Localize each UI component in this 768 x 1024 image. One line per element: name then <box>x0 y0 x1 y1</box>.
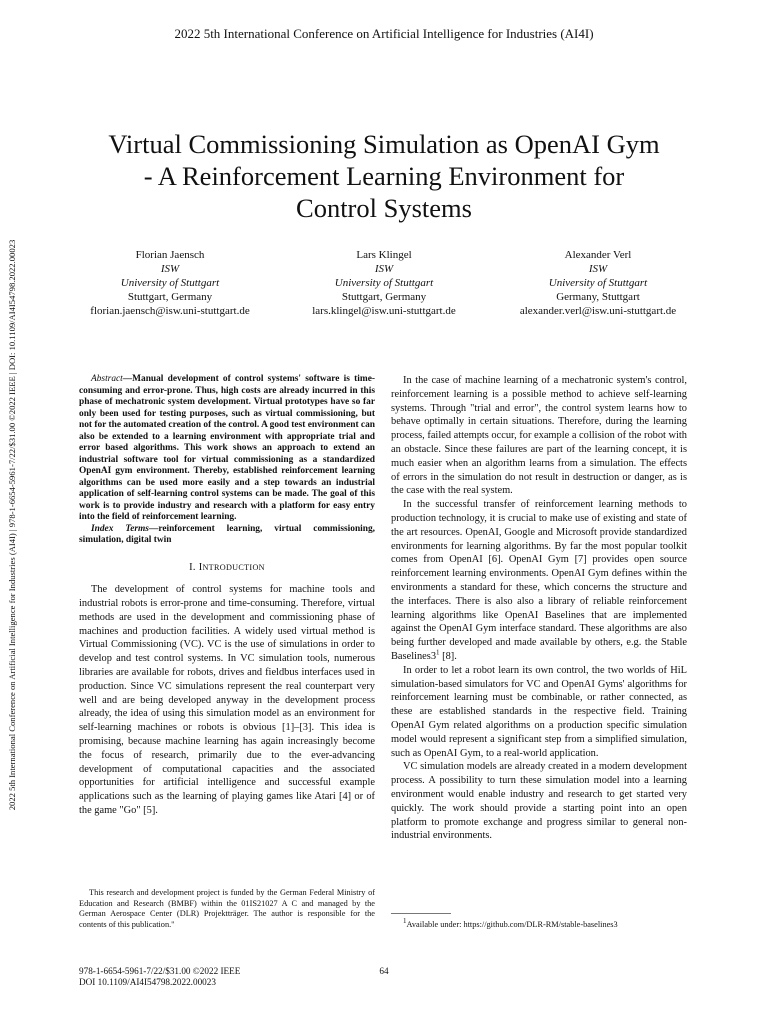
right-paragraph-2-text: In the successful transfer of reinforcement learning methods to production technology, it is crucial to make use of existing and state of the art resources. OpenAI, Google and Microsoft provide standardized environments for learning algorithms. By far the most popular toolkit comes from OpenAI [6]. OpenAI Gym [7] provides open source reinforcement learning environments. OpenAI Gym defines within the environments a standard for these, which concerns the structure and the interfaces. There is also also a library of reliable reinforcement learning algorithms like OpenAI Baselines that are implemented against the OpenAI Gym interface standard. These algorithms are also being further developed and made available by others, e.g. the Stable Baselines3 <box>391 499 687 662</box>
author-2 <box>284 248 484 318</box>
author-org: ISW <box>588 263 608 275</box>
abstract-text: —Manual development of control systems' software is time-consuming and error-prone. Thus, high costs are already incurred in this phase of mechatronic system development. Virtual prototypes have so far only been used for testing purposes, such as virtual commissioning, but not for the automated creation of the control. A good test environment can also be extended to a learning environment with appropriate trial and error based algorithms. This work shows an approach to extend an industrial software tool for virtual commissioning as a standardized OpenAI gym environment. Thereby, established reinforcement learning algorithms can be used more easily and a step towards an industrial application of self-learning control systems can be made. The goal of this work is to provide industry and research with a platform for easy entry into the field of reinforcement learning. <box>79 374 375 522</box>
title-line-2: - A Reinforcement Learning Environment for <box>143 161 625 191</box>
right-paragraph-1: In the case of machine learning of a mechatronic system's control, reinforcement learning is a possible method to achieve self-learning systems. Through "trial and error", the control system learns how to behave optimally in certain situations. Therefore, during the learning process, failed attempts occur, for example a collision of the robot with an obstacle. Since these failures are part of the learning concept, it is much easier when an algorithm learns from a simulation. The effects of errors in the simulation do not result in destruction or danger, as is the case with the real system. <box>391 375 687 497</box>
author-email[interactable]: florian.jaensch@isw.uni-stuttgart.de <box>90 305 250 317</box>
footnote-text: Available under: https://github.com/DLR-RM/stable-baselines3 <box>406 920 618 929</box>
left-column <box>79 374 375 818</box>
section-rest: NTRODUCTION <box>202 562 265 572</box>
right-paragraph-2-tail: [8]. <box>439 650 457 662</box>
right-paragraph-4: VC simulation models are already created in a modern development process. A possibility to turn these simulation model into a learning environment would enable industry and research to get started very quickly. The work should provide a starting point into an open platform to promote exchange and progress similar to general non-industrial environments. <box>391 761 687 842</box>
section-first-letter: I <box>198 561 203 573</box>
author-affiliation: University of Stuttgart <box>334 277 434 289</box>
isbn-line: 978-1-6654-5961-7/22/$31.00 ©2022 IEEE <box>79 966 241 976</box>
right-column <box>391 374 687 843</box>
author-1 <box>70 248 270 318</box>
footnote <box>403 917 699 931</box>
author-name: Florian Jaensch <box>135 249 205 261</box>
index-terms-label: Index Terms <box>91 523 149 534</box>
author-org: ISW <box>374 263 394 275</box>
abstract <box>79 374 375 524</box>
title-line-1: Virtual Commissioning Simulation as OpenAI Gym <box>108 129 660 159</box>
page-number: 64 <box>379 966 389 976</box>
title-line-3: Control Systems <box>296 193 472 223</box>
author-block <box>70 248 698 318</box>
index-terms <box>79 524 375 547</box>
right-paragraph-3: In order to let a robot learn its own control, the two worlds of HiL simulation-based simulators for VC and OpenAI Gyms' algorithms for reinforcement learning must be combinable, or rather connected, as these are established standards in the respective field. Training OpenAI Gym related algorithms on a production specific simulation model would represent a significant step from a simplified simulation, such as OpenAI Gym, to a real-world application. <box>391 664 687 759</box>
section-heading-introduction <box>79 561 375 575</box>
funding-footnote <box>79 888 375 930</box>
paper-title <box>60 128 708 224</box>
author-email[interactable]: lars.klingel@isw.uni-stuttgart.de <box>312 305 456 317</box>
author-org: ISW <box>160 263 180 275</box>
abstract-label: Abstract <box>91 374 123 384</box>
author-location: Stuttgart, Germany <box>341 291 427 303</box>
publication-info <box>79 966 240 988</box>
intro-paragraph: The development of control systems for machine tools and industrial robots is error-prone and time-consuming. Therefore, virtual methods are used in the development and commissioning phase of machines and production facilities. A widely used virtual method is Virtual Commissioning (VC). VC is the use of simulations in order to develop and test control systems. In VC simulation tools, numerous libraries are available for robots, drives and fieldbus interfaces used in production. Since VC simulations represent the real counterpart very well and are being developed anyway in the development process already, the idea of using this simulation model as an environment for self-learning machines or robots is obvious [1]–[3]. This idea is promising, because machine learning has again increasingly become the focus of research, primarily due to the ever-advancing development of computational capacities and the associated opportunities for artificial intelligence and successful example applications such as the learning of playing games like Atari [4] or of the game "Go" [5]. <box>79 584 375 817</box>
author-affiliation: University of Stuttgart <box>120 277 220 289</box>
author-3 <box>498 248 698 318</box>
right-paragraph-2 <box>391 498 687 664</box>
doi-line: DOI 10.1109/AI4I54798.2022.00023 <box>79 977 216 987</box>
author-email[interactable]: alexander.verl@isw.uni-stuttgart.de <box>519 305 677 317</box>
author-affiliation: University of Stuttgart <box>548 277 648 289</box>
author-name: Lars Klingel <box>356 249 412 261</box>
side-margin-text: 2022 5th International Conference on Artificial Intelligence for Industries (AI4I) | 978-1-6654-5961-7/22/$31.00 ©2022 IEEE | DOI: 10.1109/AI4I54798.2022.00023 <box>7 239 17 811</box>
footnote-mark: 1 <box>403 917 407 926</box>
author-location: Germany, Stuttgart <box>556 291 640 303</box>
section-numeral: I. <box>189 561 196 573</box>
index-terms-text: —reinforcement learning, virtual commissioning, simulation, digital twin <box>79 523 376 545</box>
funding-note: This research and development project is funded by the German Federal Ministry of Education and Research (BMBF) within the 01IS21027 A C and managed by the German Aerospace Center (DLR) Projektträger. The author is responsible for the contents of this publication." <box>79 888 375 929</box>
footnote-rule <box>391 913 451 914</box>
conference-header: 2022 5th International Conference on Artificial Intelligence for Industries (AI4I) <box>174 26 594 41</box>
author-location: Stuttgart, Germany <box>127 291 213 303</box>
footnote-marker[interactable]: 1 <box>436 648 440 657</box>
side-margin-note <box>7 165 17 885</box>
author-name: Alexander Verl <box>564 249 632 261</box>
